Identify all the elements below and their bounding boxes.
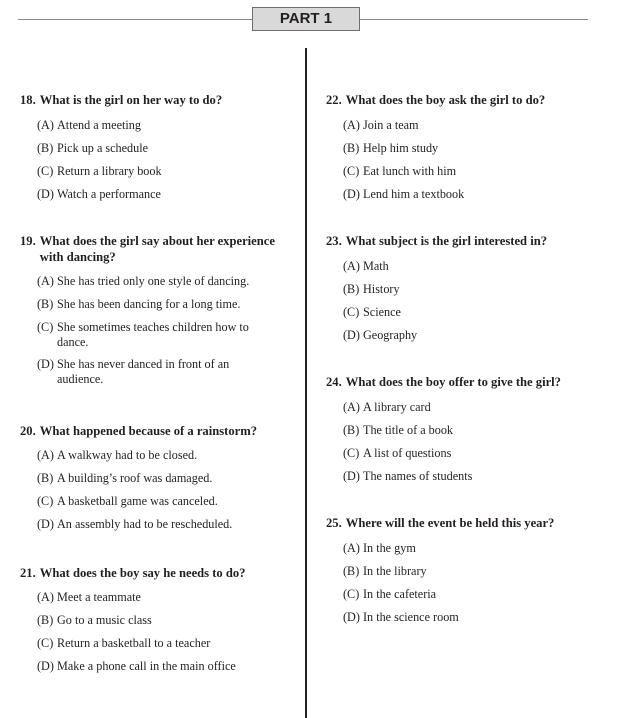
answer-option: (C) Return a basketball to a teacher xyxy=(37,636,211,650)
answer-option: (C) She sometimes teaches children how to dance. xyxy=(37,320,249,349)
header-rule-left xyxy=(18,19,252,20)
question-20 xyxy=(20,423,295,532)
question-text: What is the girl on her way to do? xyxy=(39,93,223,107)
question-text: What happened because of a rainstorm? xyxy=(39,424,257,438)
question-25 xyxy=(326,515,601,625)
answer-option: (B) The title of a book xyxy=(343,423,454,437)
question-number: 19. xyxy=(20,234,36,248)
question-24 xyxy=(326,374,601,484)
answer-option: (A) Meet a teammate xyxy=(37,590,141,604)
answer-option: (B) Pick up a schedule xyxy=(37,141,149,155)
question-number: 22. xyxy=(326,93,342,107)
answer-option: (A) She has tried only one style of dancing. xyxy=(37,274,250,288)
question-text: Where will the event be held this year? xyxy=(345,516,555,530)
question-text: What does the girl say about her experience with dancing? xyxy=(39,234,275,264)
answer-option: (D) Watch a performance xyxy=(37,187,161,201)
question-23 xyxy=(326,233,601,343)
answer-option: (A) A library card xyxy=(343,400,431,414)
answer-option: (A) Math xyxy=(343,259,389,273)
column-divider xyxy=(305,48,307,718)
question-text: What subject is the girl interested in? xyxy=(345,234,548,248)
answer-option: (B) Help him study xyxy=(343,141,439,155)
answer-option: (A) Attend a meeting xyxy=(37,118,141,132)
answer-option: (B) Go to a music class xyxy=(37,613,152,627)
answer-option: (D) She has never danced in front of an audience. xyxy=(37,357,230,386)
answer-option: (C) A basketball game was canceled. xyxy=(37,494,218,508)
question-number: 18. xyxy=(20,93,36,107)
answer-option: (B) A building’s roof was damaged. xyxy=(37,471,213,485)
answer-option: (D) The names of students xyxy=(343,469,473,483)
question-text: What does the boy ask the girl to do? xyxy=(345,93,546,107)
answer-option: (B) In the library xyxy=(343,564,427,578)
question-number: 24. xyxy=(326,375,342,389)
part-heading: PART 1 xyxy=(252,7,360,31)
answer-option: (B) History xyxy=(343,282,400,296)
answer-option: (C) Return a library book xyxy=(37,164,162,178)
answer-option: (D) Geography xyxy=(343,328,418,342)
answer-option: (C) Eat lunch with him xyxy=(343,164,457,178)
answer-option: (C) A list of questions xyxy=(343,446,452,460)
answer-option: (C) Science xyxy=(343,305,401,319)
answer-option: (C) In the cafeteria xyxy=(343,587,437,601)
question-19 xyxy=(20,233,290,387)
question-21 xyxy=(20,565,295,674)
answer-option: (A) A walkway had to be closed. xyxy=(37,448,198,462)
answer-option: (A) In the gym xyxy=(343,541,416,555)
question-18 xyxy=(20,92,295,202)
question-text: What does the boy say he needs to do? xyxy=(39,566,246,580)
answer-option: (D) An assembly had to be rescheduled. xyxy=(37,517,233,531)
answer-option: (B) She has been dancing for a long time. xyxy=(37,297,241,311)
question-number: 20. xyxy=(20,424,36,438)
answer-option: (D) In the science room xyxy=(343,610,459,624)
question-number: 25. xyxy=(326,516,342,530)
question-22 xyxy=(326,92,601,202)
answer-option: (D) Lend him a textbook xyxy=(343,187,465,201)
question-text: What does the boy offer to give the girl? xyxy=(345,375,561,389)
answer-option: (D) Make a phone call in the main office xyxy=(37,659,236,673)
question-number: 23. xyxy=(326,234,342,248)
answer-option: (A) Join a team xyxy=(343,118,419,132)
question-number: 21. xyxy=(20,566,36,580)
header-rule-right xyxy=(360,19,588,20)
